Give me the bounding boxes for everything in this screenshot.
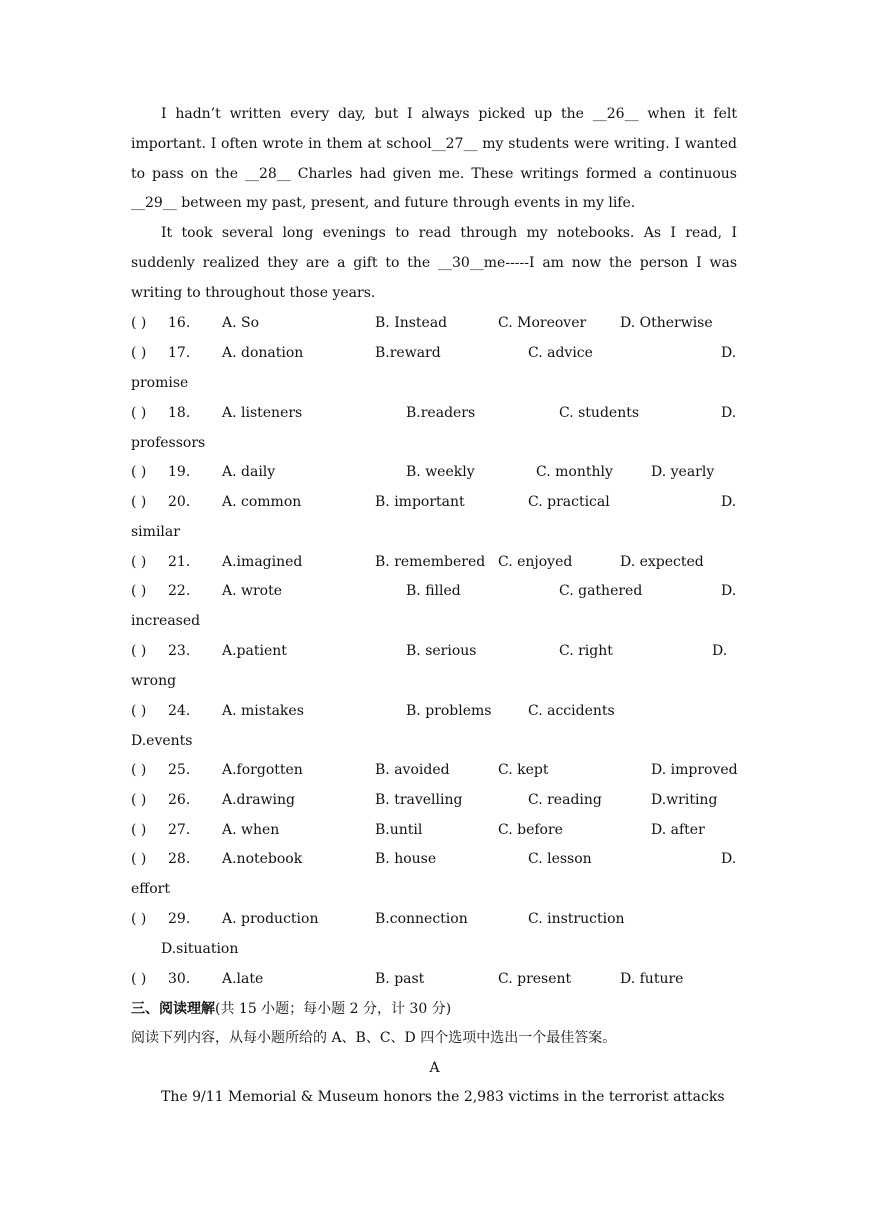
answer-bracket: ( ) <box>131 464 147 480</box>
option-c: C. monthly <box>536 464 613 480</box>
option-d: D. <box>721 405 737 421</box>
option-c: C. lesson <box>528 851 592 867</box>
option-b: B.until <box>375 822 423 838</box>
answer-bracket: ( ) <box>131 315 147 331</box>
option-c: C. before <box>498 822 563 838</box>
option-continuation: effort <box>131 881 170 897</box>
answer-bracket: ( ) <box>131 792 147 808</box>
option-d: D. <box>712 643 728 659</box>
option-b: B. weekly <box>406 464 475 480</box>
question-number: 22. <box>168 583 191 599</box>
question-number: 21. <box>168 554 191 570</box>
question-number: 26. <box>168 792 191 808</box>
option-c: C. gathered <box>559 583 643 599</box>
question-number: 29. <box>168 911 191 927</box>
option-c: C. advice <box>528 345 593 361</box>
option-b: B.connection <box>375 911 468 927</box>
question-number: 28. <box>168 851 191 867</box>
answer-bracket: ( ) <box>131 822 147 838</box>
option-b: B. problems <box>406 703 492 719</box>
option-a: A.late <box>222 971 264 987</box>
option-a: A.drawing <box>222 792 296 808</box>
option-d: D. <box>721 345 737 361</box>
option-d: D. <box>721 494 737 510</box>
passage-paragraph-2 <box>131 219 737 308</box>
option-b: B. house <box>375 851 437 867</box>
option-continuation: wrong <box>131 673 177 689</box>
answer-bracket: ( ) <box>131 762 147 778</box>
question-number: 18. <box>168 405 191 421</box>
passage-paragraph-1 <box>131 100 737 219</box>
section-3-note: (共 15 小题；每小题 2 分，计 30 分) <box>215 1001 452 1017</box>
option-b: B. avoided <box>375 762 450 778</box>
option-a: A. common <box>222 494 302 510</box>
option-d: D. after <box>651 822 705 838</box>
answer-bracket: ( ) <box>131 405 147 421</box>
option-d: D.writing <box>651 792 718 808</box>
answer-bracket: ( ) <box>131 583 147 599</box>
section-3-heading <box>131 994 451 1024</box>
answer-bracket: ( ) <box>131 971 147 987</box>
passage-label: A <box>429 1060 440 1076</box>
option-c: C. right <box>559 643 613 659</box>
option-d: D. improved <box>651 762 738 778</box>
answer-bracket: ( ) <box>131 345 147 361</box>
option-c: C. present <box>498 971 572 987</box>
option-continuation: D.events <box>131 733 193 749</box>
option-a: A. mistakes <box>222 703 304 719</box>
option-a: A. daily <box>222 464 276 480</box>
paragraph-2-text: It took several long evenings to read through my notebooks. As I read, I suddenly realized they are a gift to the __30__me-----I am now the person I was writing to throughout those years. <box>131 225 737 301</box>
passage-a-start <box>131 1083 737 1113</box>
answer-bracket: ( ) <box>131 851 147 867</box>
option-c: C. practical <box>528 494 610 510</box>
question-number: 25. <box>168 762 191 778</box>
answer-bracket: ( ) <box>131 703 147 719</box>
answer-bracket: ( ) <box>131 643 147 659</box>
option-continuation: professors <box>131 435 206 451</box>
option-c: C. instruction <box>528 911 625 927</box>
question-number: 16. <box>168 315 191 331</box>
option-d: D. <box>721 851 737 867</box>
answer-bracket: ( ) <box>131 911 147 927</box>
option-c: C. reading <box>528 792 602 808</box>
option-continuation: D.situation <box>161 941 239 957</box>
option-c: C. Moreover <box>498 315 587 331</box>
answer-bracket: ( ) <box>131 554 147 570</box>
question-number: 24. <box>168 703 191 719</box>
option-d: D. expected <box>620 554 704 570</box>
option-a: A.imagined <box>222 554 303 570</box>
option-d: D. future <box>620 971 684 987</box>
question-number: 27. <box>168 822 191 838</box>
option-a: A. wrote <box>222 583 283 599</box>
option-a: A.patient <box>222 643 287 659</box>
passage-a-text: The 9/11 Memorial & Museum honors the 2,983 victims in the terrorist attacks <box>161 1089 725 1105</box>
option-b: B. important <box>375 494 465 510</box>
option-c: C. students <box>559 405 640 421</box>
question-number: 30. <box>168 971 191 987</box>
option-a: A.forgotten <box>222 762 303 778</box>
option-b: B. past <box>375 971 425 987</box>
option-b: B. remembered <box>375 554 486 570</box>
question-number: 17. <box>168 345 191 361</box>
option-d: D. Otherwise <box>620 315 713 331</box>
question-number: 23. <box>168 643 191 659</box>
option-b: B. serious <box>406 643 477 659</box>
option-b: B. Instead <box>375 315 448 331</box>
option-a: A.notebook <box>222 851 303 867</box>
option-a: A. donation <box>222 345 304 361</box>
option-continuation: promise <box>131 375 189 391</box>
option-d: D. <box>721 583 737 599</box>
option-d: D. yearly <box>651 464 715 480</box>
option-a: A. listeners <box>222 405 303 421</box>
option-c: C. kept <box>498 762 549 778</box>
option-a: A. when <box>222 822 280 838</box>
paragraph-1-text: I hadn’t written every day, but I always picked up the __26__ when it felt important. I often wrote in them at school__27__ my students were writing. I wanted to pass on the __28__ Charles had given me. These writings formed a continuous __29__ between my past, present, and future through events in my life. <box>131 106 737 212</box>
option-b: B.reward <box>375 345 441 361</box>
section-3-title: 三、阅读理解 <box>131 1001 215 1017</box>
option-a: A. production <box>222 911 319 927</box>
question-number: 19. <box>168 464 191 480</box>
answer-bracket: ( ) <box>131 494 147 510</box>
question-number: 20. <box>168 494 191 510</box>
option-b: B. travelling <box>375 792 463 808</box>
option-b: B.readers <box>406 405 476 421</box>
option-continuation: increased <box>131 613 201 629</box>
option-continuation: similar <box>131 524 180 540</box>
option-b: B. filled <box>406 583 461 599</box>
section-3-instructions: 阅读下列内容，从每小题所给的 A、B、C、D 四个选项中选出一个最佳答案。 <box>131 1030 617 1046</box>
option-c: C. accidents <box>528 703 615 719</box>
option-a: A. So <box>222 315 260 331</box>
option-c: C. enjoyed <box>498 554 573 570</box>
